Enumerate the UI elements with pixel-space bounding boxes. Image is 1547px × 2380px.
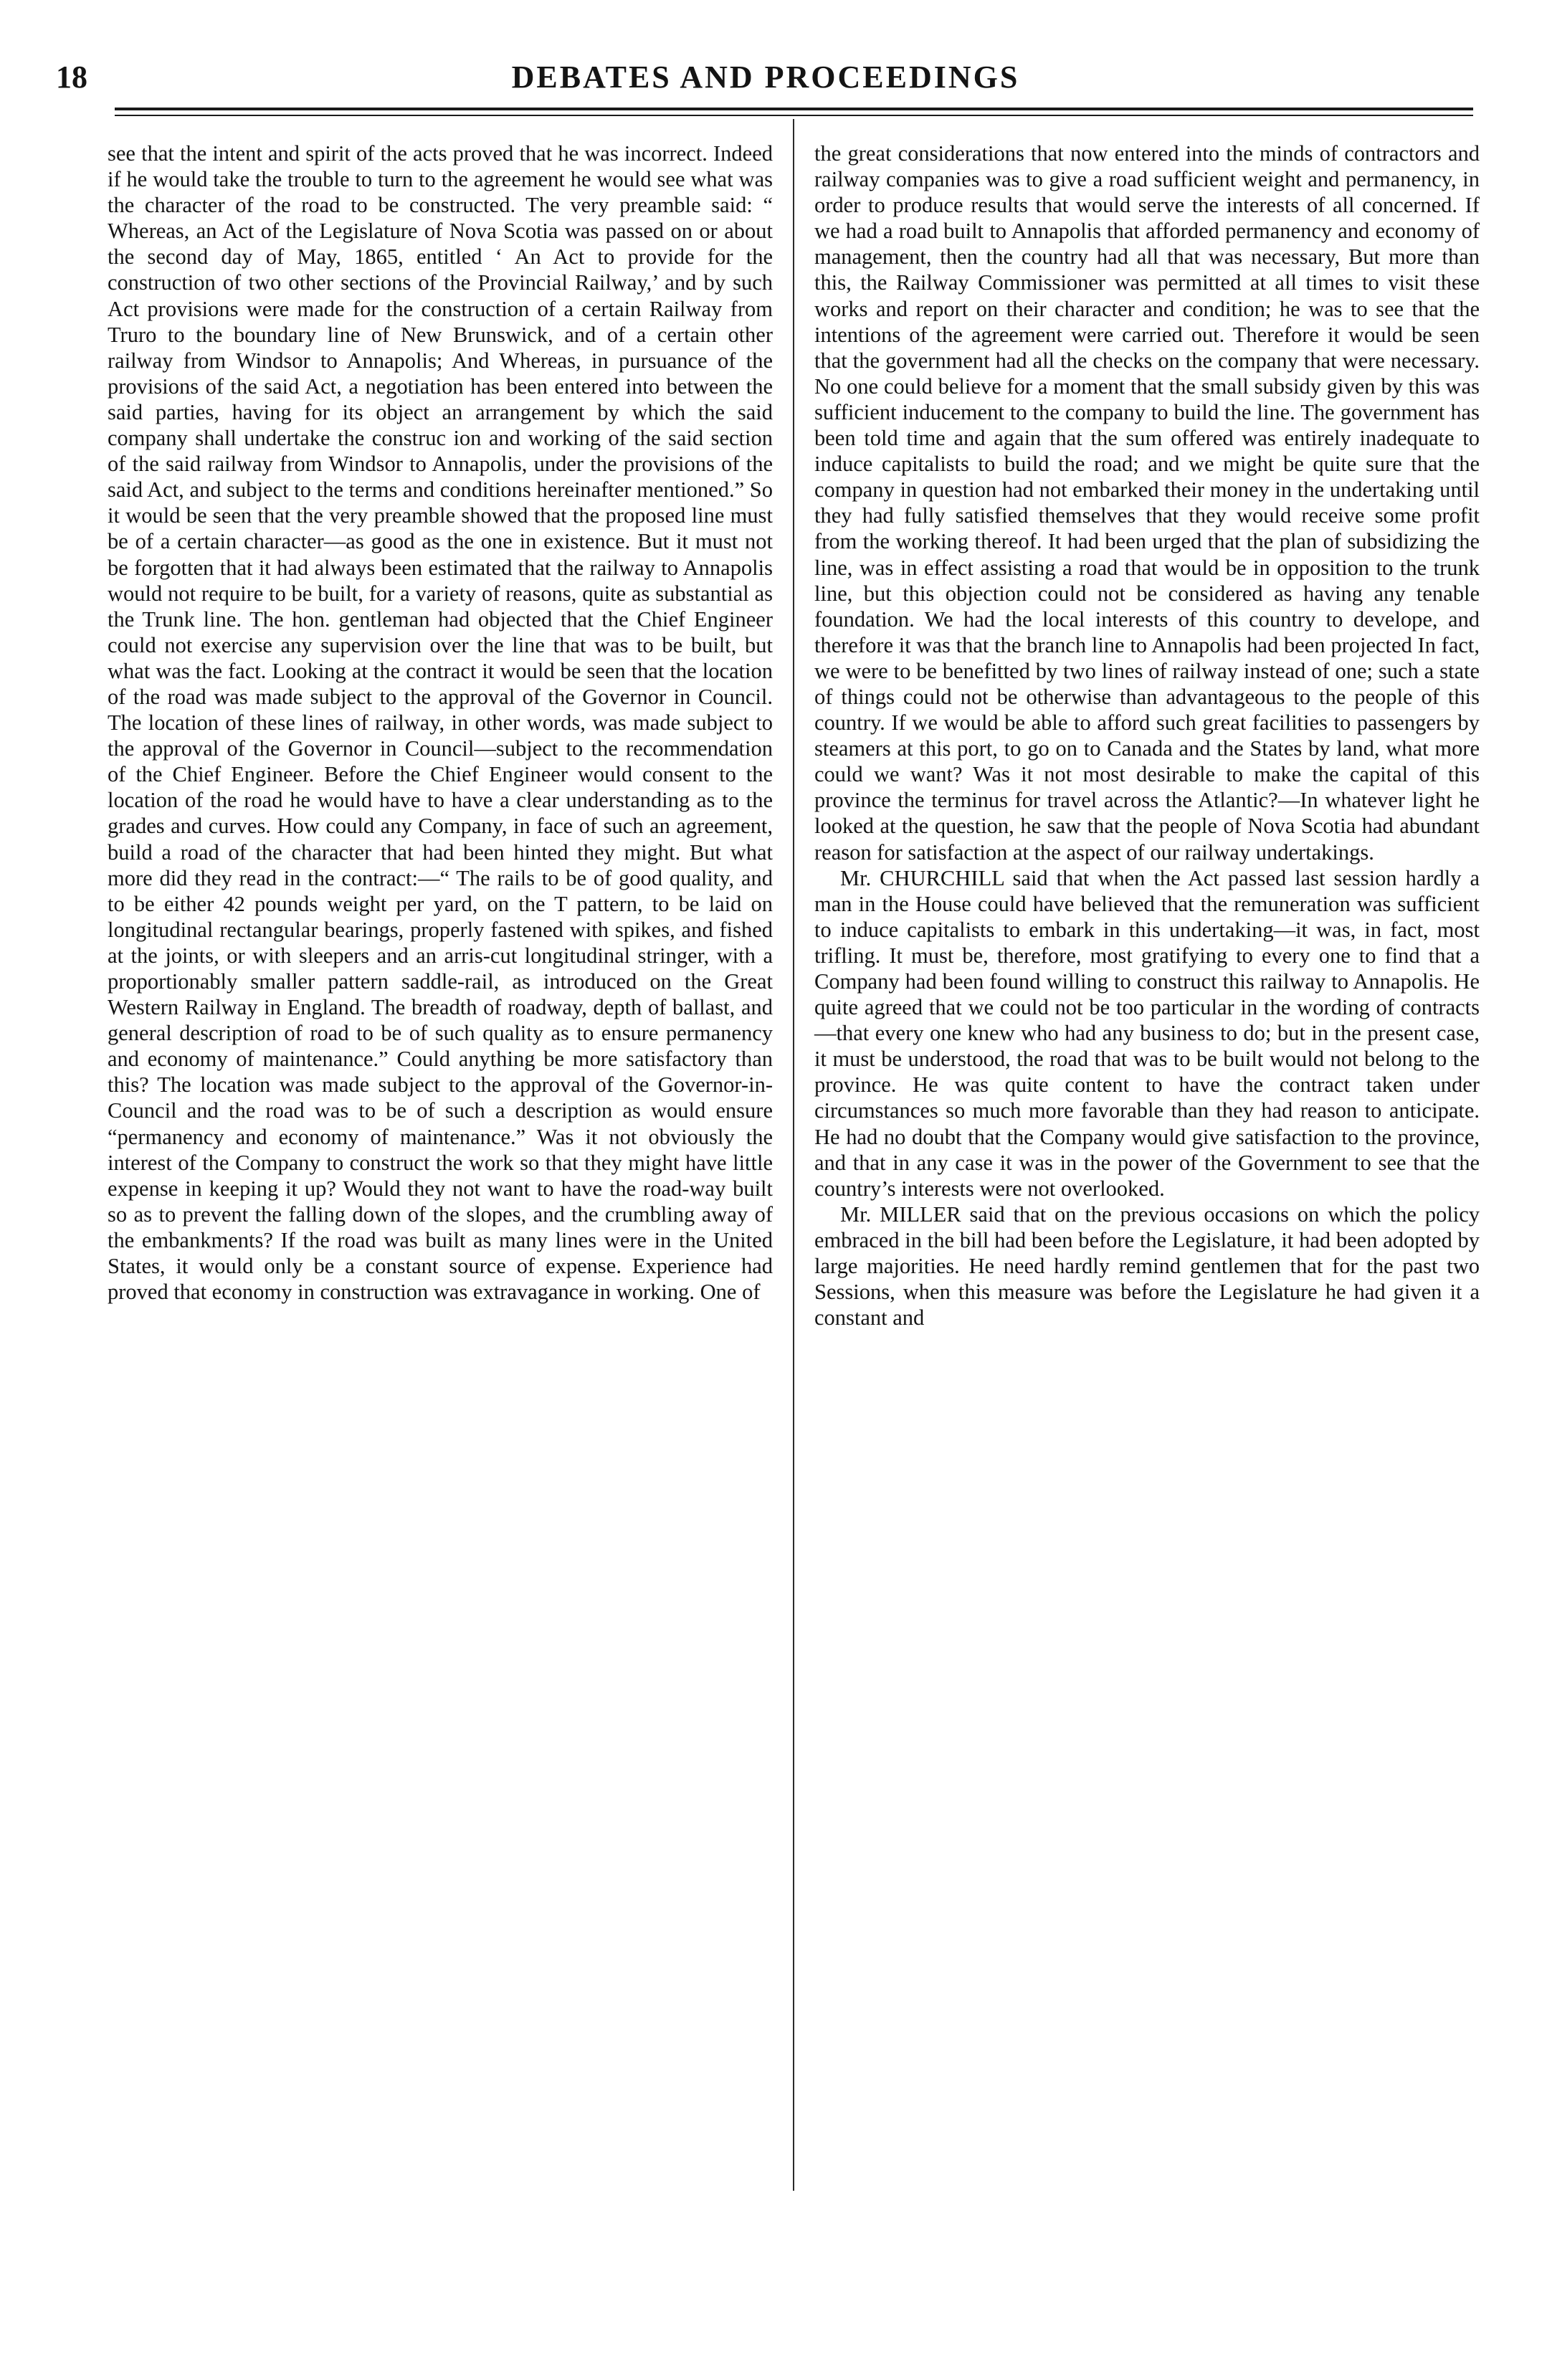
page-number: 18 bbox=[56, 60, 87, 95]
miller-speech-paragraph: Mr. MILLER said that on the previous occasions on which the policy embraced in the bill had been before the Legislature, it had been adopted by large majorities. He need hardly remind gentlemen that for the past two Sessions, when this measure was before the Legislature he had given it a constant and bbox=[814, 1201, 1480, 1331]
header-rule-thin bbox=[115, 115, 1473, 116]
churchill-speech-paragraph: Mr. CHURCHILL said that when the Act passed last session hardly a man in the House could have believed that the remuneration was sufficient to induce capitalists to embark in this undertaking—it was, in fact, most trifling. It must be, therefore, most gratifying to every one to find that a Company had been found willing to construct this railway to Annapolis. He quite agreed that we could not be too particular in the wording of contracts—that every one knew who had any business to do; but in the present case, it must be understood, the road that was to be built would not belong to the province. He was quite content to have the contract taken under circumstances so much more favorable than they had reason to anticipate. He had no doubt that the Company would give satisfaction to the province, and that in any case it was in the power of the Government to see that the country’s interests were not overlooked. bbox=[814, 865, 1480, 1201]
left-paragraph: see that the intent and spirit of the acts proved that he was incorrect. Indeed if he would take the trouble to turn to the agreement he would see what was the character of the road to be constructed. The very preamble said: “ Whereas, an Act of the Legislature of Nova Scotia was passed on or about the second day of May, 1865, entitled ‘ An Act to provide for the construction of two other sections of the Provincial Railway,’ and by such Act provisions were made for the construction of a certain Railway from Truro to the boundary line of New Brunswick, and of a certain other railway from Windsor to Annapolis; And Whereas, in pursuance of the provisions of the said Act, a negotiation has been entered into between the said parties, having for its object an arrangement by which the said company shall undertake the construc ion and working of the said section of the said railway from Windsor to Annapolis, under the provisions of the said Act, and subject to the terms and conditions hereinafter mentioned.” So it would be seen that the very preamble showed that the proposed line must be of a certain character—as good as the one in existence. But it must not be forgotten that it had always been estimated that the railway to Annapolis would not require to be built, for a variety of reasons, quite as substantial as the Trunk line. The hon. gentleman had objected that the Chief Engineer could not exercise any supervision over the line that was to be built, but what was the fact. Looking at the contract it would be seen that the location of the road was made subject to the approval of the Governor in Council. The location of these lines of railway, in other words, was made subject to the approval of the Governor in Council—subject to the recommendation of the Chief Engineer. Before the Chief Engineer would consent to the location of the road he would have to have a clear understanding as to the grades and curves. How could any Company, in face of such an agreement, build a road of the character that had been hinted they might. But what more did they read in the contract:—“ The rails to be of good quality, and to be either 42 pounds weight per yard, on the T pattern, to be laid on longitudinal rectangular bearings, properly fastened with spikes, and fished at the joints, or with sleepers and an arris-cut longitudinal stringer, with a proportionably smaller pattern saddle-rail, as introduced on the Great Western Railway in England. The breadth of roadway, depth of ballast, and general description of road to be of such quality as to ensure permanency and economy of maintenance.” Could anything be more satisfactory than this? The location was made subject to the approval of the Governor-in-Council and the road was to be of such a description as would ensure “permanency and economy of maintenance.” Was it not obviously the interest of the Company to construct the work so that they might have little expense in keeping it up? Would they not want to have the road-way built so as to prevent the falling down of the slopes, and the crumbling away of the embankments? If the road was built as many lines were in the United States, it would only be a constant source of expense. Experience had proved that economy in construction was extravagance in working. One of bbox=[108, 141, 773, 1305]
right-paragraph: the great considerations that now entered into the minds of contractors and railway companies was to give a road sufficient weight and permanency, in order to produce results that would serve the interests of all concerned. If we had a road built to Annapolis that afforded permanency and economy of management, then the country had all that was necessary, But more than this, the Railway Commissioner was permitted at all times to visit these works and report on their character and condition; he was to see that the intentions of the agreement were carried out. Therefore it would be seen that the government had all the checks on the company that were necessary. No one could believe for a moment that the small subsidy given by this was sufficient inducement to the company to build the line. The government has been told time and again that the sum offered was entirely inadequate to induce capitalists to build the road; and we might be quite sure that the company in question had not embarked their money in the undertaking until they had fully satisfied themselves that they would receive some profit from the working thereof. It had been urged that the plan of subsidizing the line, was in effect assisting a road that would be in opposition to the trunk line, but this objection could not be considered as having any tenable foundation. We had the local interests of this country to develope, and therefore it was that the branch line to Annapolis had been projected In fact, we were to be benefitted by two lines of railway instead of one; such a state of things could not be otherwise than advantageous to the people of this country. If we would be able to afford such great facilities to passengers by steamers at this port, to go on to Canada and the States by land, what more could we want? Was it not most desirable to make the capital of this province the terminus for travel across the Atlantic?—In whatever light he looked at the question, he saw that the people of Nova Scotia had abundant reason for satisfaction at the aspect of our railway undertakings. bbox=[814, 141, 1480, 865]
page-header bbox=[56, 56, 1475, 99]
right-column bbox=[814, 141, 1480, 1331]
running-head: DEBATES AND PROCEEDINGS bbox=[511, 60, 1020, 95]
header-rule-thick bbox=[115, 108, 1473, 110]
column-divider bbox=[793, 119, 794, 2191]
left-column bbox=[108, 141, 773, 1305]
